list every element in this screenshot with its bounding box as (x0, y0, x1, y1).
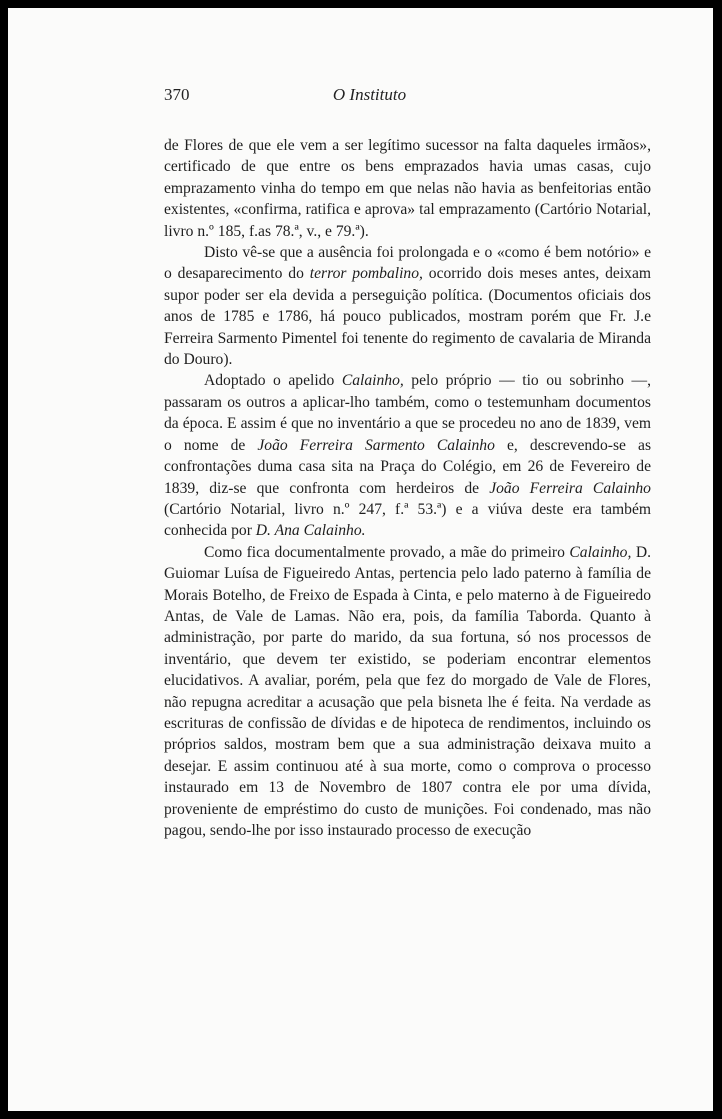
text-run: e, descrevendo-se as confrontações duma casa sita na Praça do Colégio, em 26 de Fevereiro de 1839, diz-se que confronta com herdeiros de (164, 436, 652, 497)
text-run: Adoptado o apelido (204, 372, 342, 390)
italic-text: D. Ana Calainho. (255, 522, 366, 540)
italic-text: terror pombalino, (309, 265, 423, 283)
italic-text: João Ferreira Sarmento Calainho (257, 436, 495, 454)
paragraph (164, 542, 651, 842)
book-page (8, 8, 713, 1111)
italic-text: Calainho, (569, 543, 632, 561)
text-run: de Flores de que ele vem a ser legítimo sucessor na falta daqueles irmãos», certificado de que entre os bens emprazados havia umas casas, cujo emprazamento vinha do tempo em que nelas não havia as benfeitorias então existentes, «confirma, ratifica e aprova» tal emprazamento (Cartório Notarial, livro n.º 185, f.as 78.ª, v., e 79.ª). (164, 137, 651, 240)
paragraph (164, 242, 651, 370)
italic-text: João Ferreira Calainho (489, 479, 651, 497)
body-text (164, 135, 651, 841)
text-run: Disto vê-se que a ausência foi prolongada e o «como é bem notório» e o desaparecimento do (164, 244, 651, 283)
page-number: 370 (164, 85, 190, 104)
text-run: (Cartório Notarial, livro n.º 247, f.ª 53.ª) e a viúva deste era também conhecida por (164, 500, 651, 540)
italic-text: Calainho, (341, 372, 404, 390)
page-header (164, 85, 575, 109)
text-run: pelo próprio — tio ou sobrinho —, passaram os outros a aplicar-lho também, como o testemunham documentos da época. E assim é que no inventário a que se procedeu no ano de 1839, vem o nome de (164, 372, 652, 454)
text-run: Como fica documentalmente provado, a mãe do primeiro (204, 543, 570, 561)
paragraph (164, 370, 651, 541)
text-run: D. Guiomar Luísa de Figueiredo Antas, pertencia pelo lado paterno à família de Morais Botelho, de Freixo de Espada à Cinta, e pelo materno à de Figueiredo Antas, de Vale de Lamas. Não era, pois, da família Taborda. Quanto à administração, por parte do marido, da sua fortuna, só nos processos de inventário, que devem ter existido, se poderiam encontrar elementos elucidativos. A avaliar, porém, pela que fez do morgado de Vale de Flores, não repugna acreditar a acusação que pela bisneta lhe é feita. Na verdade as escrituras de confissão de dívidas e de hipoteca de rendimentos, incluindo os próprios saldos, mostram bem que a sua administração deixava muito a desejar. E assim continuou até à sua morte, como o comprova o processo instaurado em 13 de Novembro de 1807 contra ele por uma dívida, proveniente de empréstimo do custo de munições. Foi condenado, mas não pagou, sendo-lhe por isso instaurado processo de execução (164, 543, 651, 839)
paragraph (164, 135, 651, 242)
running-title: O Instituto (332, 85, 407, 104)
text-run: ocorrido dois meses antes, deixam supor poder ser ela devida a perseguição política. (Documentos oficiais dos anos de 1785 e 1786, há pouco publicados, mostram porém que Fr. J.e Ferreira Sarmento Pimentel foi tenente do regimento de cavalaria de Miranda do Douro). (164, 265, 652, 369)
